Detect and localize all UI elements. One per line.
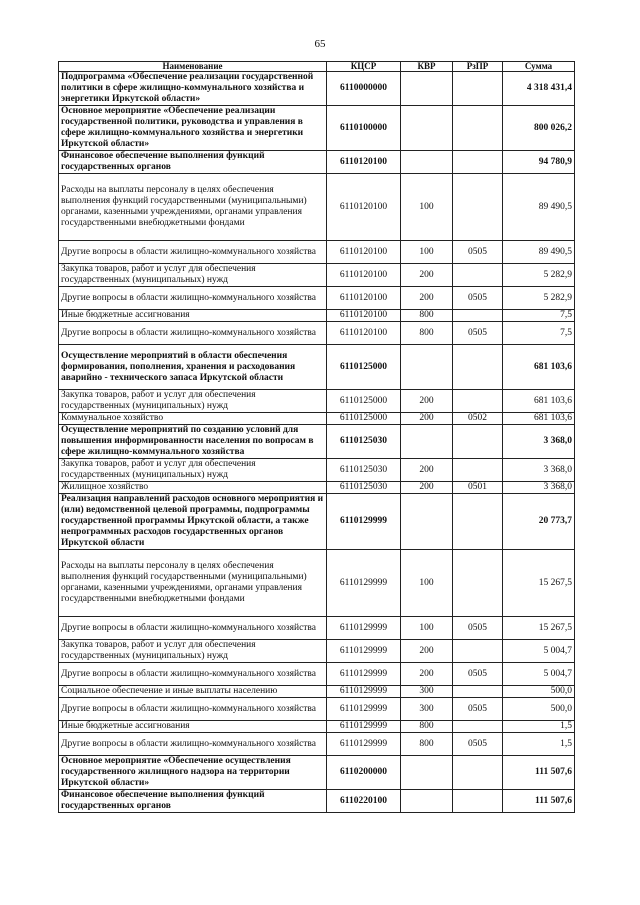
table-row: [59, 494, 575, 550]
cell-sum: 681 103,6: [503, 390, 575, 413]
cell-kvr: 800: [401, 733, 453, 756]
cell-kcsr: 6110220100: [327, 790, 401, 813]
cell-sum: 1,5: [503, 721, 575, 733]
cell-kcsr: 6110129999: [327, 698, 401, 721]
cell-sum: 5 004,7: [503, 663, 575, 686]
cell-sum: 500,0: [503, 686, 575, 698]
table-row: [59, 640, 575, 663]
table-row: [59, 550, 575, 617]
cell-name: Расходы на выплаты персоналу в целях обеспечения выполнения функций государственными (муниципальными) органами, казенными учреждениями, органами управления государственными внебюджетными фондами: [59, 550, 327, 617]
cell-sum: 7,5: [503, 322, 575, 345]
table-row: [59, 390, 575, 413]
cell-kcsr: 6110000000: [327, 72, 401, 106]
cell-name: Закупка товаров, работ и услуг для обеспечения государственных (муниципальных) нужд: [59, 459, 327, 482]
cell-rzpr: [453, 721, 503, 733]
cell-kvr: 200: [401, 413, 453, 425]
cell-kvr: 100: [401, 550, 453, 617]
cell-rzpr: 0505: [453, 733, 503, 756]
cell-rzpr: [453, 72, 503, 106]
cell-rzpr: [453, 494, 503, 550]
cell-sum: 5 282,9: [503, 287, 575, 310]
cell-kcsr: 6110129999: [327, 733, 401, 756]
cell-name: Коммунальное хозяйство: [59, 413, 327, 425]
cell-rzpr: [453, 310, 503, 322]
cell-kcsr: 6110129999: [327, 617, 401, 640]
cell-rzpr: [453, 756, 503, 790]
cell-sum: 3 368,0: [503, 459, 575, 482]
cell-kvr: [401, 72, 453, 106]
cell-kvr: [401, 790, 453, 813]
cell-sum: 111 507,6: [503, 756, 575, 790]
cell-kcsr: 6110120100: [327, 310, 401, 322]
cell-sum: 89 490,5: [503, 174, 575, 241]
table-header-row: [59, 62, 575, 72]
cell-kcsr: 6110129999: [327, 640, 401, 663]
table-row: [59, 459, 575, 482]
cell-name: Другие вопросы в области жилищно-коммунального хозяйства: [59, 733, 327, 756]
cell-rzpr: [453, 425, 503, 459]
cell-kvr: [401, 345, 453, 390]
cell-rzpr: 0505: [453, 241, 503, 264]
cell-rzpr: 0505: [453, 617, 503, 640]
cell-name: Финансовое обеспечение выполнения функций государственных органов: [59, 151, 327, 174]
cell-kvr: [401, 494, 453, 550]
cell-kcsr: 6110125000: [327, 345, 401, 390]
table-row: [59, 756, 575, 790]
cell-kcsr: 6110129999: [327, 721, 401, 733]
cell-name: Другие вопросы в области жилищно-коммунального хозяйства: [59, 241, 327, 264]
table-row: [59, 790, 575, 813]
cell-kcsr: 6110200000: [327, 756, 401, 790]
cell-rzpr: 0505: [453, 663, 503, 686]
cell-kcsr: 6110120100: [327, 287, 401, 310]
cell-name: Закупка товаров, работ и услуг для обеспечения государственных (муниципальных) нужд: [59, 264, 327, 287]
cell-sum: 681 103,6: [503, 345, 575, 390]
cell-name: Социальное обеспечение и иные выплаты населению: [59, 686, 327, 698]
cell-sum: 3 368,0: [503, 482, 575, 494]
cell-sum: 111 507,6: [503, 790, 575, 813]
cell-name: Жилищное хозяйство: [59, 482, 327, 494]
cell-kcsr: 6110120100: [327, 151, 401, 174]
table-row: [59, 663, 575, 686]
cell-kcsr: 6110125030: [327, 425, 401, 459]
cell-kcsr: 6110125000: [327, 413, 401, 425]
cell-sum: 5 282,9: [503, 264, 575, 287]
header-kvr: КВР: [401, 62, 453, 72]
cell-name: Другие вопросы в области жилищно-коммунального хозяйства: [59, 617, 327, 640]
table-row: [59, 322, 575, 345]
cell-kvr: 800: [401, 721, 453, 733]
cell-sum: 800 026,2: [503, 106, 575, 151]
cell-kvr: 200: [401, 287, 453, 310]
cell-kcsr: 6110120100: [327, 241, 401, 264]
cell-rzpr: 0501: [453, 482, 503, 494]
cell-name: Другие вопросы в области жилищно-коммунального хозяйства: [59, 698, 327, 721]
cell-sum: 1,5: [503, 733, 575, 756]
cell-kvr: 800: [401, 322, 453, 345]
cell-kcsr: 6110125000: [327, 390, 401, 413]
cell-kvr: 800: [401, 310, 453, 322]
header-sum: Сумма: [503, 62, 575, 72]
cell-name: Другие вопросы в области жилищно-коммунального хозяйства: [59, 663, 327, 686]
cell-rzpr: [453, 264, 503, 287]
table-row: [59, 686, 575, 698]
table-row: [59, 721, 575, 733]
cell-name: Иные бюджетные ассигнования: [59, 310, 327, 322]
table-row: [59, 310, 575, 322]
cell-sum: 4 318 431,4: [503, 72, 575, 106]
cell-kvr: [401, 151, 453, 174]
table-row: [59, 241, 575, 264]
cell-name: Основное мероприятие «Обеспечение осуществления государственного жилищного надзора на территории Иркутской области»: [59, 756, 327, 790]
cell-name: Реализация направлений расходов основного мероприятия и (или) ведомственной целевой программы, подпрограммы государственной программы Иркутской области, а также непрограммных расходов государственных органов Иркутской области: [59, 494, 327, 550]
cell-kcsr: 6110125030: [327, 459, 401, 482]
cell-rzpr: [453, 550, 503, 617]
cell-name: Другие вопросы в области жилищно-коммунального хозяйства: [59, 322, 327, 345]
table-row: [59, 698, 575, 721]
cell-sum: 681 103,6: [503, 413, 575, 425]
table-row: [59, 72, 575, 106]
cell-kvr: 100: [401, 617, 453, 640]
cell-kvr: 300: [401, 698, 453, 721]
cell-name: Расходы на выплаты персоналу в целях обеспечения выполнения функций государственными (муниципальными) органами, казенными учреждениями, органами управления государственными внебюджетными фондами: [59, 174, 327, 241]
cell-rzpr: 0505: [453, 322, 503, 345]
cell-rzpr: [453, 390, 503, 413]
cell-kcsr: 6110120100: [327, 322, 401, 345]
table-row: [59, 264, 575, 287]
table-row: [59, 425, 575, 459]
cell-kcsr: 6110129999: [327, 494, 401, 550]
table-row: [59, 733, 575, 756]
cell-kcsr: 6110125030: [327, 482, 401, 494]
cell-sum: 94 780,9: [503, 151, 575, 174]
table-row: [59, 151, 575, 174]
cell-kvr: 200: [401, 482, 453, 494]
cell-sum: 500,0: [503, 698, 575, 721]
cell-rzpr: [453, 174, 503, 241]
cell-kvr: [401, 756, 453, 790]
cell-sum: 15 267,5: [503, 550, 575, 617]
cell-name: Закупка товаров, работ и услуг для обеспечения государственных (муниципальных) нужд: [59, 640, 327, 663]
cell-kvr: 200: [401, 390, 453, 413]
cell-name: Закупка товаров, работ и услуг для обеспечения государственных (муниципальных) нужд: [59, 390, 327, 413]
cell-rzpr: [453, 106, 503, 151]
cell-sum: 20 773,7: [503, 494, 575, 550]
cell-kcsr: 6110129999: [327, 686, 401, 698]
budget-table: [58, 61, 575, 813]
cell-sum: 89 490,5: [503, 241, 575, 264]
cell-rzpr: [453, 345, 503, 390]
cell-name: Осуществление мероприятий в области обеспечения формирования, пополнения, хранения и расходования аварийно - технического запаса Иркутской области: [59, 345, 327, 390]
cell-kvr: [401, 425, 453, 459]
page-number: 65: [314, 38, 326, 50]
cell-kvr: 200: [401, 640, 453, 663]
cell-kcsr: 6110120100: [327, 264, 401, 287]
cell-kcsr: 6110120100: [327, 174, 401, 241]
table-row: [59, 287, 575, 310]
cell-rzpr: [453, 640, 503, 663]
cell-sum: 3 368,0: [503, 425, 575, 459]
cell-kvr: 300: [401, 686, 453, 698]
cell-kvr: 200: [401, 663, 453, 686]
cell-name: Иные бюджетные ассигнования: [59, 721, 327, 733]
table-row: [59, 345, 575, 390]
cell-name: Основное мероприятие «Обеспечение реализации государственной политики, руководства и управления в сфере жилищно-коммунального хозяйства и энергетики Иркутской области»: [59, 106, 327, 151]
cell-kvr: 200: [401, 459, 453, 482]
cell-sum: 5 004,7: [503, 640, 575, 663]
cell-kvr: 100: [401, 174, 453, 241]
cell-kvr: [401, 106, 453, 151]
cell-kvr: 200: [401, 264, 453, 287]
cell-rzpr: [453, 151, 503, 174]
header-kcsr: КЦСР: [327, 62, 401, 72]
cell-rzpr: [453, 790, 503, 813]
header-name: Наименование: [59, 62, 327, 72]
cell-kvr: 100: [401, 241, 453, 264]
table-body: [59, 72, 575, 813]
table-row: [59, 617, 575, 640]
cell-name: Финансовое обеспечение выполнения функций государственных органов: [59, 790, 327, 813]
cell-name: Подпрограмма «Обеспечение реализации государственной политики в сфере жилищно-коммунального хозяйства и энергетики Иркутской области»: [59, 72, 327, 106]
cell-rzpr: 0505: [453, 698, 503, 721]
table-row: [59, 482, 575, 494]
cell-rzpr: 0505: [453, 287, 503, 310]
cell-kcsr: 6110100000: [327, 106, 401, 151]
cell-sum: 7,5: [503, 310, 575, 322]
table-row: [59, 174, 575, 241]
header-rzpr: РзПР: [453, 62, 503, 72]
cell-kcsr: 6110129999: [327, 550, 401, 617]
cell-rzpr: 0502: [453, 413, 503, 425]
cell-sum: 15 267,5: [503, 617, 575, 640]
cell-name: Другие вопросы в области жилищно-коммунального хозяйства: [59, 287, 327, 310]
table-row: [59, 106, 575, 151]
cell-name: Осуществление мероприятий по созданию условий для повышения информированности населения по вопросам в сфере жилищно-коммунального хозяйства: [59, 425, 327, 459]
cell-rzpr: [453, 459, 503, 482]
cell-rzpr: [453, 686, 503, 698]
table-row: [59, 413, 575, 425]
cell-kcsr: 6110129999: [327, 663, 401, 686]
